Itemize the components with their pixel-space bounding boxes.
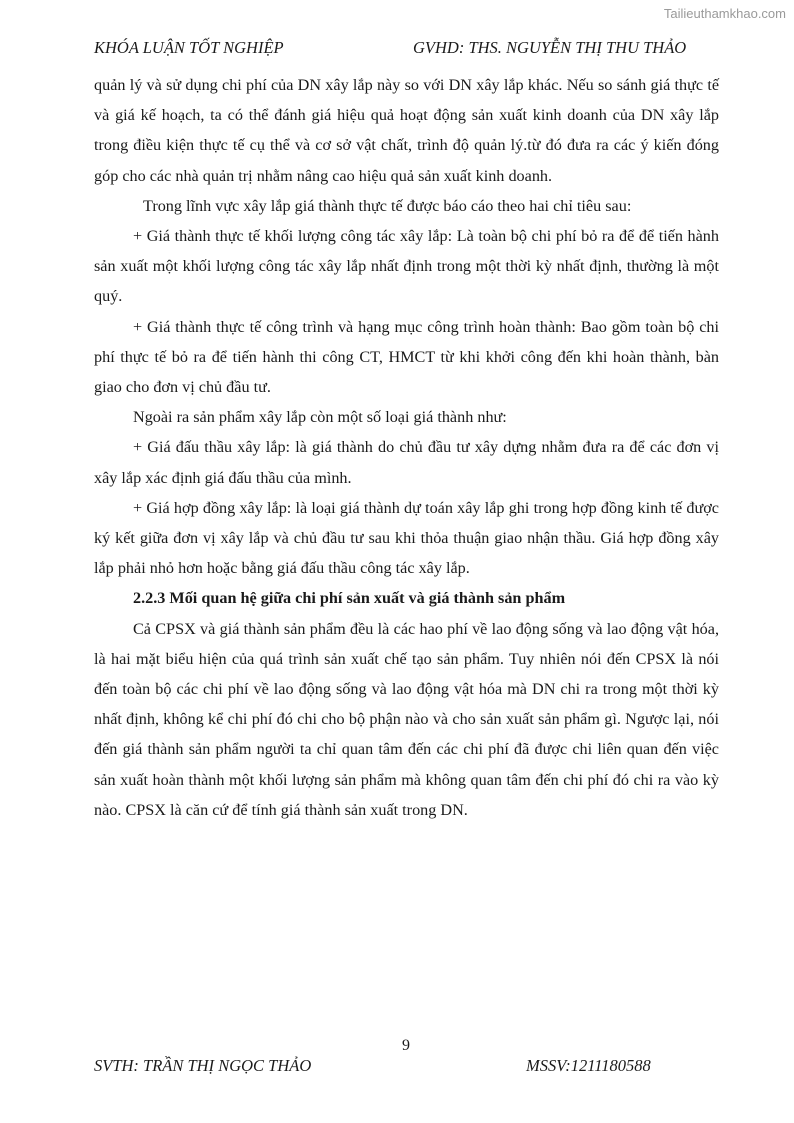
header-supervisor: GVHD: THS. NGUYỄN THỊ THU THẢO [413, 38, 687, 57]
paragraph-bullet: + Giá đấu thầu xây lắp: là giá thành do chủ đầu tư xây dựng nhằm đưa ra để các đơn vị xây lắp xác định giá đấu thầu của mình. [94, 438, 719, 487]
footer-student-id: MSSV:1211180588 [526, 1056, 651, 1075]
paragraph: Cả CPSX và giá thành sản phẩm đều là các hao phí về lao động sống và lao động vật hóa, là hai mặt biểu hiện của quá trình sản xuất chế tạo sản phẩm. Tuy nhiên nói đến CPSX là nói đến toàn bộ các chi phí về lao động sống và lao động vật hóa mà DN chi ra trong một thời kỳ nhất định, không kể chi phí đó chi cho bộ phận nào và cho sản xuất sản phẩm gì. Ngược lại, nói đến giá thành sản phẩm người ta chỉ quan tâm đến các chi phí đã được chi liên quan đến việc sản xuất hoàn thành một khối lượng sản phẩm mà không quan tâm đến chi phí đó chi ra vào kỳ nào. CPSX là căn cứ để tính giá thành sản xuất trong DN. [94, 619, 719, 819]
paragraph: Trong lĩnh vực xây lắp giá thành thực tế được báo cáo theo hai chỉ tiêu sau: [143, 196, 632, 215]
header-thesis-title: KHÓA LUẬN TỐT NGHIỆP [94, 38, 284, 57]
footer-student-name: SVTH: TRẦN THỊ NGỌC THẢO [94, 1056, 312, 1075]
paragraph: Ngoài ra sản phẩm xây lắp còn một số loại giá thành như: [133, 408, 507, 427]
watermark-text: Tailieuthamkhao.com [663, 6, 786, 21]
document-body [94, 70, 719, 825]
paragraph-bullet: + Giá thành thực tế khối lượng công tác xây lắp: Là toàn bộ chi phí bỏ ra để để tiến hành sản xuất một khối lượng công tác xây lắp nhất định trong một thời kỳ nhất định, thường là một quý. [94, 227, 719, 306]
paragraph-continuation: quản lý và sử dụng chi phí của DN xây lắp này so với DN xây lắp khác. Nếu so sánh giá thực tế và giá kế hoạch, ta có thể đánh giá hiệu quả hoạt động sản xuất kinh doanh của DN xây lắp trong điều kiện thực tế cụ thể và cơ sở vật chất, trình độ quản lý.từ đó đưa ra các ý kiến đóng góp cho các nhà quản trị nhằm nâng cao hiệu quả sản xuất kinh doanh. [94, 76, 719, 185]
paragraph-bullet: + Giá thành thực tế công trình và hạng mục công trình hoàn thành: Bao gồm toàn bộ chi phí thực tế bỏ ra để tiến hành thi công CT, HMCT từ khi khởi công đến khi hoàn thành, bàn giao cho đơn vị chủ đầu tư. [94, 317, 719, 397]
page-number: 9 [402, 1037, 410, 1054]
paragraph-bullet: + Giá hợp đồng xây lắp: là loại giá thành dự toán xây lắp ghi trong hợp đồng kinh tế được ký kết giữa đơn vị xây lắp và chủ đầu tư sau khi thỏa thuận giao nhận thầu. Giá hợp đồng xây lắp phải nhỏ hơn hoặc bằng giá đấu thầu công tác xây lắp. [94, 498, 719, 578]
section-heading: 2.2.3 Mối quan hệ giữa chi phí sản xuất và giá thành sản phẩm [133, 589, 566, 608]
